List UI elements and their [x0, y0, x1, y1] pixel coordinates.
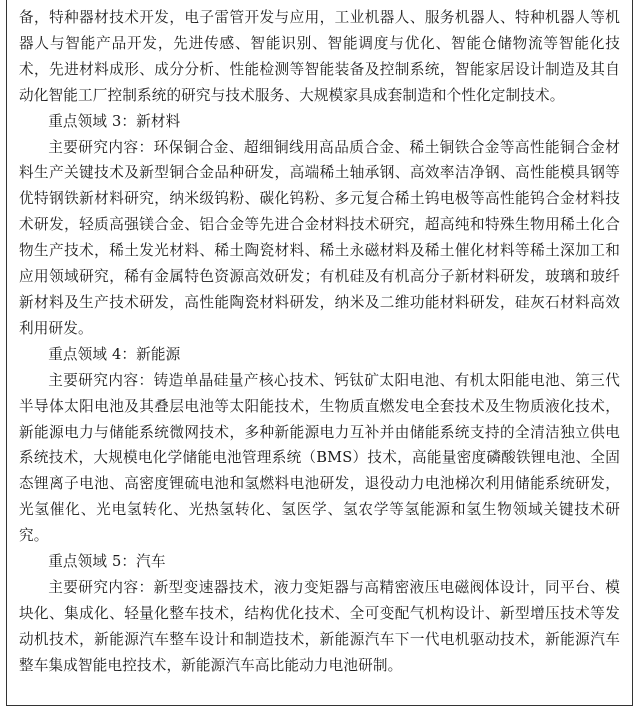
- continuation-paragraph: 备，特种器材技术开发，电子雷管开发与应用，工业机器人、服务机器人、特种机器人等机器人与智能产品开发，先进传感、智能识别、智能调度与优化、智能仓储物流等智能化技术，先进材料成形、成分分析、性能检测等智能装备及控制系统，智能家居设计制造及其自动化智能工厂控制系统的研究与技术服务、大规模家具成套制造和个性化定制技术。: [19, 9, 620, 104]
- section-heading-automotive: 重点领域 5：汽车: [48, 553, 166, 571]
- section-body-energy: 主要研究内容：铸造单晶硅量产核心技术、钙钛矿太阳电池、有机太阳能电池、第三代半导体太阳电池及其叠层电池等太阳能技术，生物质直燃发电全套技术及生物质液化技术，新能源电力与储能系统微网技术，多种新能源电力互补并由储能系统支持的全清洁独立供电系统技术，大规模电化学储能电池管理系统（BMS）技术，高能量密度磷酸铁锂电池、全固态锂离子电池、高密度锂硫电池和氢燃料电池研发，退役动力电池梯次利用储能系统研发，光氢催化、光电氢转化、光热氢转化、氢医学、氢农学等氢能源和氢生物领域关键技术研究。: [19, 371, 620, 545]
- section-heading-energy: 重点领域 4：新能源: [48, 345, 181, 363]
- section-body-automotive: 主要研究内容：新型变速器技术，液力变矩器与高精密液压电磁阀体设计，同平台、模块化、集成化、轻量化整车技术，结构优化技术、全可变配气机构设计、新型增压技术等发动机技术，新能源汽车整车设计和制造技术，新能源汽车下一代电机驱动技术，新能源汽车整车集成智能电控技术，新能源汽车高比能动力电池研制。: [19, 578, 620, 674]
- section-heading-materials: 重点领域 3：新材料: [48, 112, 181, 130]
- bordered-text-box: [6, 0, 633, 706]
- section-body-materials: 主要研究内容：环保铜合金、超细铜线用高品质合金、稀土铜铁合金等高性能铜合金材料生产关键技术及新型铜合金品种研发，高端稀土轴承钢、高效率洁净钢、高性能模具钢等优特钢铁新材料研究，纳米级钨粉、碳化钨粉、多元复合稀土钨电极等高性能钨合金材料技术研发，轻质高强镁合金、铝合金等先进合金材料技术研究，超高纯和特殊生物用稀土化合物生产技术，稀土发光材料、稀土陶瓷材料、稀土永磁材料及稀土催化材料等稀土深加工和应用领域研究，稀有金属特色资源高效研发；有机硅及有机高分子新材料研发，玻璃和玻纤新材料及生产技术研发，高性能陶瓷材料研发，纳米及二维功能材料研发，硅灰石材料高效利用研发。: [19, 138, 620, 337]
